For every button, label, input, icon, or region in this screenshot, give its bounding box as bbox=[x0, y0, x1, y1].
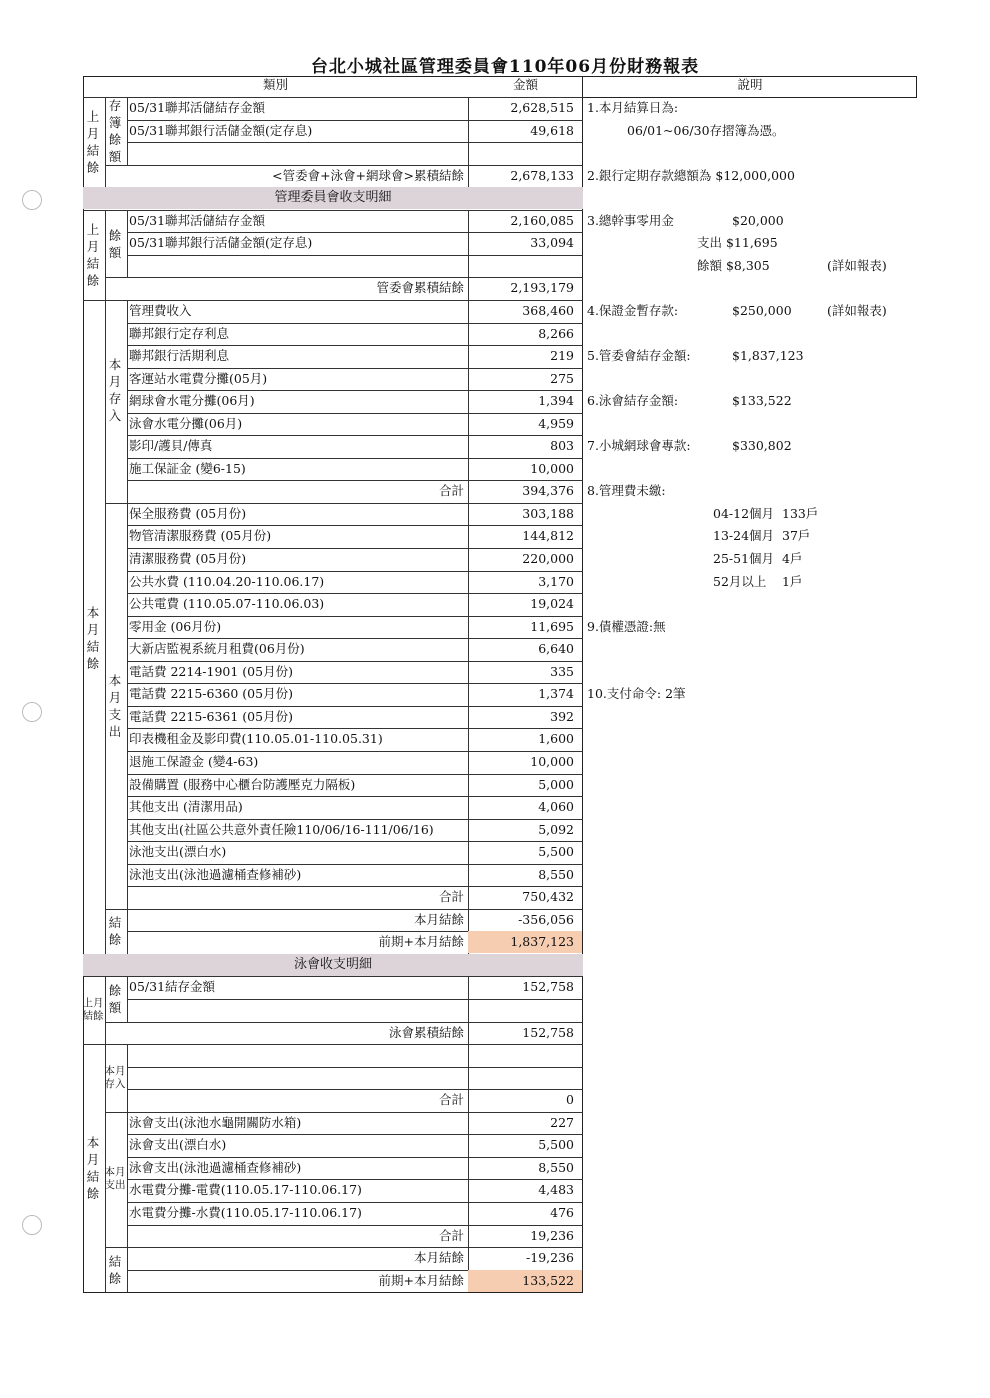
note-6: 6.泳會結存金額: bbox=[587, 393, 679, 409]
expense-row-amount: 6,640 bbox=[538, 641, 574, 657]
note-2: 2.銀行定期存款總額為 $12,000,000 bbox=[587, 167, 795, 183]
grid-line bbox=[127, 999, 583, 1000]
grid-line bbox=[105, 1112, 583, 1113]
grid-line bbox=[127, 1157, 583, 1158]
expense-row-label: 電話費 2214-1901 (05月份) bbox=[129, 663, 293, 679]
grid-line bbox=[127, 323, 583, 324]
header-amount: 金額 bbox=[512, 77, 538, 92]
grid-line bbox=[127, 886, 583, 887]
grid-line bbox=[127, 210, 128, 278]
expense-row-amount: 4,483 bbox=[538, 1182, 574, 1198]
expense-row-label: 其他支出(社區公共意外責任險110/06/16-111/06/16) bbox=[129, 821, 434, 837]
month-balance-label: 本月結餘 bbox=[413, 1250, 464, 1266]
sub-balance: 餘額 bbox=[108, 227, 122, 260]
expense-row-amount: 5,500 bbox=[538, 1137, 574, 1153]
expense-row-label: 電話費 2215-6361 (05月份) bbox=[129, 708, 293, 724]
grid-line bbox=[127, 683, 583, 684]
total-amount: 2,678,133 bbox=[510, 167, 574, 183]
page-title: 台北小城社區管理委員會110年06月份財務報表 bbox=[310, 57, 700, 77]
sub-expense: 本月支出 bbox=[108, 672, 122, 739]
note-8: 8.管理費未繳: bbox=[587, 483, 666, 499]
section-band-committee: 管理委員會收支明細 bbox=[83, 187, 583, 209]
grid-line bbox=[127, 97, 128, 165]
grid-line bbox=[83, 976, 583, 977]
income-row-label: 施工保証金 (變6-15) bbox=[129, 460, 246, 476]
total-label: 管委會累積結餘 bbox=[376, 280, 464, 296]
section-band-swim: 泳會收支明細 bbox=[83, 954, 583, 976]
grid-line bbox=[127, 841, 583, 842]
expense-row-amount: 476 bbox=[550, 1204, 574, 1220]
income-row-label: 聯邦銀行活期利息 bbox=[129, 348, 230, 364]
grid-line bbox=[127, 661, 583, 662]
expense-row-label: 泳會支出(泳池水龜開關防水箱) bbox=[129, 1114, 302, 1130]
binder-hole bbox=[22, 190, 42, 210]
expense-row-label: 泳會支出(泳池過濾桶查修補砂) bbox=[129, 1159, 302, 1175]
expense-total-amount: 750,432 bbox=[522, 889, 574, 905]
grid-line bbox=[127, 548, 583, 549]
sub-expense: 本月支出 bbox=[104, 1166, 126, 1192]
expense-row-label: 零用金 (06月份) bbox=[129, 618, 222, 634]
grid-line bbox=[127, 525, 583, 526]
expense-row-label: 設備購置 (服務中心櫃台防護壓克力隔板) bbox=[129, 776, 356, 792]
row-label: 05/31聯邦活儲結存金額 bbox=[129, 212, 266, 228]
note-5: 5.管委會結存金額: bbox=[587, 348, 691, 364]
grid-line bbox=[83, 210, 583, 211]
expense-row-amount: 8,550 bbox=[538, 866, 574, 882]
income-row-amount: 10,000 bbox=[530, 460, 574, 476]
expense-row-amount: 8,550 bbox=[538, 1159, 574, 1175]
row-amount: 49,618 bbox=[530, 122, 574, 138]
expense-row-amount: 220,000 bbox=[522, 551, 574, 566]
income-row-label: 影印/護貝/傳真 bbox=[129, 438, 213, 454]
income-total-amount: 394,376 bbox=[522, 483, 574, 499]
arrears-count: 4戶 bbox=[782, 551, 803, 566]
grid-line bbox=[127, 1225, 583, 1226]
grid-line bbox=[127, 435, 583, 436]
arrears-range: 52月以上 bbox=[713, 573, 767, 589]
arrears-range: 25-51個月 bbox=[713, 551, 775, 566]
row-label: 05/31聯邦活儲結存金額 bbox=[129, 100, 266, 115]
expense-row-amount: 1,374 bbox=[538, 686, 574, 702]
note-3-amount: $20,000 bbox=[732, 212, 784, 228]
note-3-detail: (詳如報表) bbox=[827, 257, 887, 273]
month-balance-amount: -19,236 bbox=[526, 1250, 574, 1266]
income-row-amount: 8,266 bbox=[538, 325, 574, 341]
row-label: 05/31聯邦銀行活儲金額(定存息) bbox=[129, 122, 313, 138]
grid-line bbox=[127, 864, 583, 865]
note-9: 9.債權憑證:無 bbox=[587, 618, 666, 634]
expense-row-amount: 1,600 bbox=[538, 731, 574, 747]
note-7: 7.小城網球會專款: bbox=[587, 438, 691, 454]
arrears-range: 04-12個月 bbox=[713, 505, 775, 521]
grid-line bbox=[127, 728, 583, 729]
expense-row-label: 大新店監視系統月租費(06月份) bbox=[129, 641, 305, 657]
expense-row-amount: 5,000 bbox=[538, 776, 574, 792]
income-row-amount: 4,959 bbox=[538, 415, 574, 431]
row-label: 05/31結存金額 bbox=[129, 979, 216, 995]
sub-passbook: 存簿餘額 bbox=[108, 97, 122, 164]
income-row-label: 客運站水電費分攤(05月) bbox=[129, 370, 268, 386]
group-prev-balance: 上月結餘 bbox=[86, 109, 100, 176]
expense-row-label: 公共電費 (110.05.07-110.06.03) bbox=[129, 596, 325, 612]
grid-line bbox=[105, 277, 583, 278]
income-row-label: 泳會水電分攤(06月) bbox=[129, 415, 243, 431]
expense-row-label: 泳會支出(漂白水) bbox=[129, 1137, 227, 1153]
expense-row-amount: 11,695 bbox=[530, 618, 574, 634]
header-notes: 說明 bbox=[737, 77, 763, 92]
expense-row-amount: 303,188 bbox=[522, 505, 574, 521]
grid-line bbox=[127, 232, 583, 233]
income-row-label: 網球會水電分攤(06月) bbox=[129, 393, 255, 409]
cumulative-balance-amount: 133,522 bbox=[522, 1272, 574, 1288]
income-row-amount: 803 bbox=[550, 438, 574, 454]
note-6-amount: $133,522 bbox=[732, 393, 792, 409]
grid-line bbox=[127, 120, 583, 121]
expense-total-amount: 19,236 bbox=[530, 1227, 574, 1243]
note-1: 1.本月結算日為: bbox=[587, 100, 679, 115]
grid-line bbox=[127, 571, 583, 572]
note-4-amount: $250,000 bbox=[732, 302, 792, 318]
expense-row-label: 退施工保證金 (變4-63) bbox=[129, 753, 259, 769]
income-total-label: 合計 bbox=[438, 1092, 464, 1108]
grid-line bbox=[83, 300, 583, 301]
total-amount: 152,758 bbox=[522, 1024, 574, 1040]
grid-line bbox=[127, 390, 583, 391]
expense-row-amount: 144,812 bbox=[522, 528, 574, 544]
financial-report-table bbox=[83, 76, 917, 1296]
arrears-count: 1戶 bbox=[782, 573, 803, 589]
sub-balance-summary: 結餘 bbox=[108, 915, 122, 948]
income-row-amount: 275 bbox=[550, 370, 574, 386]
expense-total-label: 合計 bbox=[438, 889, 464, 905]
sub-income: 本月存入 bbox=[108, 357, 122, 424]
grid-line bbox=[127, 480, 583, 481]
income-row-amount: 1,394 bbox=[538, 393, 574, 409]
sub-balance-summary: 結餘 bbox=[108, 1253, 122, 1286]
expense-row-amount: 10,000 bbox=[530, 753, 574, 769]
income-total-amount: 0 bbox=[566, 1092, 574, 1108]
expense-row-label: 保全服務費 (05月份) bbox=[129, 505, 247, 521]
grid-line bbox=[127, 345, 583, 346]
arrears-count: 37戶 bbox=[782, 528, 811, 544]
grid-line bbox=[127, 796, 583, 797]
grid-line bbox=[127, 638, 583, 639]
expense-row-label: 公共水費 (110.04.20-110.06.17) bbox=[129, 573, 325, 589]
month-balance-label: 本月結餘 bbox=[413, 911, 464, 927]
header-category: 類別 bbox=[262, 77, 288, 92]
expense-row-label: 其他支出 (清潔用品) bbox=[129, 799, 243, 815]
note-3-left: 餘額 $8,305 bbox=[697, 257, 770, 273]
group-prev-balance: 上月結餘 bbox=[82, 997, 104, 1023]
group-prev-balance: 上月結餘 bbox=[86, 221, 100, 288]
cumulative-balance-amount: 1,837,123 bbox=[510, 934, 574, 950]
expense-row-label: 水電費分攤-電費(110.05.17-110.06.17) bbox=[129, 1182, 362, 1198]
expense-row-label: 泳池支出(漂白水) bbox=[129, 844, 227, 860]
expense-row-amount: 19,024 bbox=[530, 596, 574, 612]
income-row-label: 管理費收入 bbox=[129, 302, 192, 318]
grid-line bbox=[127, 593, 583, 594]
income-row-label: 聯邦銀行定存利息 bbox=[129, 325, 230, 341]
expense-row-label: 清潔服務費 (05月份) bbox=[129, 551, 247, 566]
grid-line bbox=[127, 255, 583, 256]
expense-row-label: 物管清潔服務費 (05月份) bbox=[129, 528, 272, 544]
expense-row-amount: 227 bbox=[550, 1114, 574, 1130]
row-amount: 152,758 bbox=[522, 979, 574, 995]
group-month-balance: 本月結餘 bbox=[86, 605, 100, 672]
grid-line bbox=[105, 165, 583, 166]
expense-row-amount: 5,092 bbox=[538, 821, 574, 837]
grid-line bbox=[127, 1134, 583, 1135]
grid-line bbox=[127, 1067, 583, 1068]
grid-line bbox=[127, 1044, 128, 1292]
report-grid bbox=[83, 76, 583, 1293]
sub-income: 本月存入 bbox=[104, 1064, 126, 1090]
note-7-amount: $330,802 bbox=[732, 438, 792, 454]
total-label: 泳會累積結餘 bbox=[388, 1024, 464, 1040]
month-balance-amount: -356,056 bbox=[518, 911, 574, 927]
expense-row-label: 印表機租金及影印費(110.05.01-110.05.31) bbox=[129, 731, 383, 747]
grid-line bbox=[127, 706, 583, 707]
grid-line bbox=[105, 909, 583, 910]
income-total-label: 合計 bbox=[438, 483, 464, 499]
expense-row-amount: 5,500 bbox=[538, 844, 574, 860]
group-month-balance: 本月結餘 bbox=[86, 1135, 100, 1202]
arrears-count: 133戶 bbox=[782, 505, 819, 521]
row-amount: 33,094 bbox=[530, 235, 574, 251]
total-label: <管委會+泳會+網球會>累積結餘 bbox=[272, 167, 464, 183]
grid-line bbox=[127, 458, 583, 459]
income-row-amount: 219 bbox=[550, 348, 574, 364]
grid-line bbox=[127, 774, 583, 775]
expense-row-amount: 335 bbox=[550, 663, 574, 679]
note-1-detail: 06/01~06/30存摺簿為憑。 bbox=[627, 122, 785, 138]
grid-line bbox=[127, 413, 583, 414]
note-4: 4.保證金暫存款: bbox=[587, 302, 679, 318]
grid-line bbox=[127, 819, 583, 820]
arrears-range: 13-24個月 bbox=[713, 528, 775, 544]
grid-line bbox=[127, 368, 583, 369]
note-4-detail: (詳如報表) bbox=[827, 302, 887, 318]
expense-row-amount: 4,060 bbox=[538, 799, 574, 815]
grid-line bbox=[83, 1044, 583, 1045]
grid-line bbox=[83, 97, 583, 98]
expense-row-label: 電話費 2215-6360 (05月份) bbox=[129, 686, 293, 702]
expense-row-amount: 3,170 bbox=[538, 573, 574, 589]
grid-line bbox=[105, 1022, 583, 1023]
note-5-amount: $1,837,123 bbox=[732, 348, 804, 364]
grid-line bbox=[105, 1247, 583, 1248]
cumulative-balance-label: 前期+本月結餘 bbox=[378, 1272, 464, 1288]
income-row-amount: 368,460 bbox=[522, 302, 574, 318]
binder-hole bbox=[22, 1215, 42, 1235]
grid-line bbox=[127, 616, 583, 617]
binder-hole bbox=[22, 702, 42, 722]
note-10: 10.支付命令: 2筆 bbox=[587, 686, 686, 702]
expense-row-amount: 392 bbox=[550, 708, 574, 724]
expense-total-label: 合計 bbox=[438, 1227, 464, 1243]
grid-line bbox=[127, 142, 583, 143]
cumulative-balance-label: 前期+本月結餘 bbox=[378, 934, 464, 950]
grid-line bbox=[127, 1089, 583, 1090]
note-3-spent: 支出 $11,695 bbox=[697, 235, 778, 251]
row-label: 05/31聯邦銀行活儲金額(定存息) bbox=[129, 235, 313, 251]
expense-row-label: 泳池支出(泳池過濾桶查修補砂) bbox=[129, 866, 302, 882]
sub-balance: 餘額 bbox=[108, 982, 122, 1015]
expense-row-label: 水電費分攤-水費(110.05.17-110.06.17) bbox=[129, 1204, 362, 1220]
grid-line bbox=[127, 751, 583, 752]
grid-line bbox=[105, 503, 583, 504]
total-amount: 2,193,179 bbox=[510, 280, 574, 296]
note-3: 3.總幹事零用金 bbox=[587, 212, 674, 228]
row-amount: 2,628,515 bbox=[510, 100, 574, 115]
grid-line bbox=[127, 1179, 583, 1180]
row-amount: 2,160,085 bbox=[510, 212, 574, 228]
grid-line bbox=[127, 1202, 583, 1203]
